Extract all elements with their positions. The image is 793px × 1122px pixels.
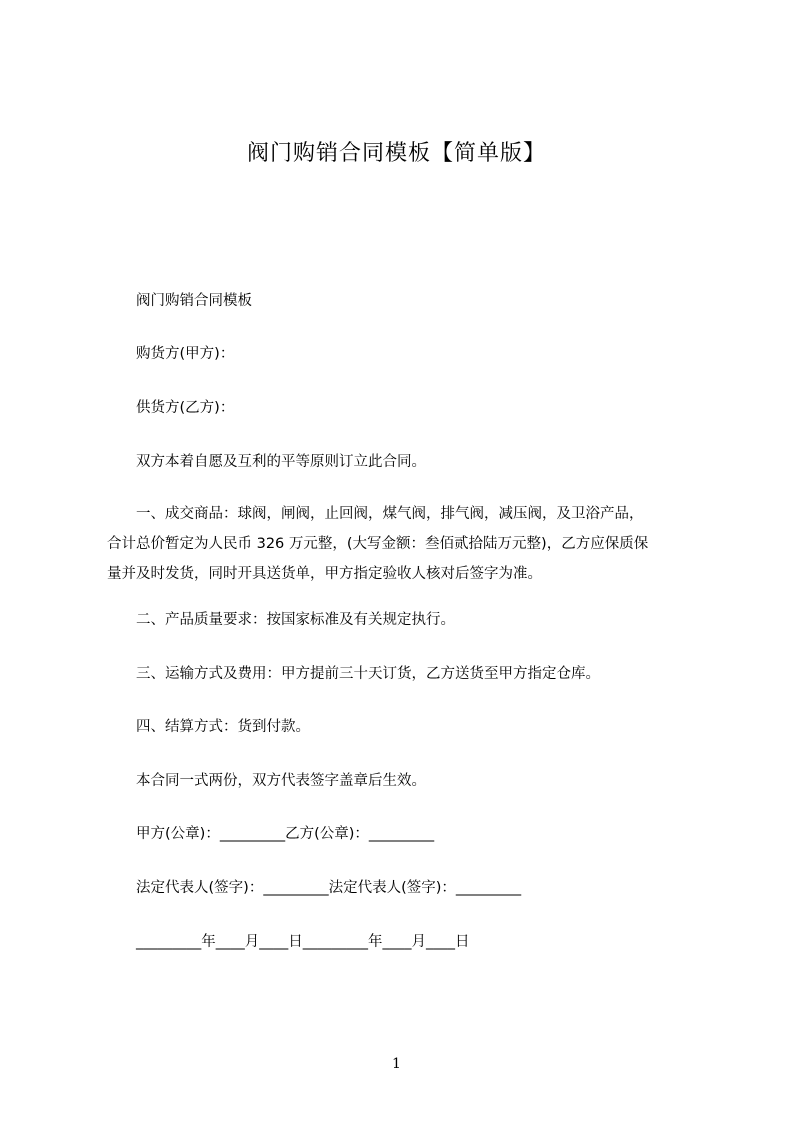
seller-line: 供货方(乙方)： <box>136 400 235 416</box>
clause-1-line-2: 合计总价暂定为人民币 326 万元整，(大写金额：叁佰贰拾陆万元整)，乙方应保质保 <box>107 536 649 552</box>
page-number: 1 <box>392 1056 401 1072</box>
representative-signature-line: 法定代表人(签字)：_________法定代表人(签字)：_________ <box>136 880 522 896</box>
clause-1-paragraph <box>107 499 697 589</box>
clause-1-line-3: 量并及时发货，同时开具送货单，甲方指定验收人核对后签字为准。 <box>107 566 542 582</box>
contract-subtitle: 阀门购销合同模板 <box>136 293 252 309</box>
intro-paragraph: 双方本着自愿及互利的平等原则订立此合同。 <box>136 454 426 470</box>
clause-2-paragraph: 二、产品质量要求：按国家标准及有关规定执行。 <box>136 612 455 628</box>
buyer-line: 购货方(甲方)： <box>136 346 235 362</box>
date-line: _________年____月____日_________年____月____日 <box>136 934 470 950</box>
clause-4-paragraph: 四、结算方式：货到付款。 <box>136 719 310 735</box>
clause-1-line-1: 一、成交商品：球阀，闸阀，止回阀，煤气阀，排气阀，减压阀，及卫浴产品， <box>136 506 644 522</box>
seal-signature-line: 甲方(公章)：_________乙方(公章)：_________ <box>136 826 435 842</box>
document-title: 阀门购销合同模板【简单版】 <box>246 141 546 166</box>
closing-paragraph: 本合同一式两份，双方代表签字盖章后生效。 <box>136 773 426 789</box>
clause-3-paragraph: 三、运输方式及费用：甲方提前三十天订货，乙方送货至甲方指定仓库。 <box>136 666 600 682</box>
